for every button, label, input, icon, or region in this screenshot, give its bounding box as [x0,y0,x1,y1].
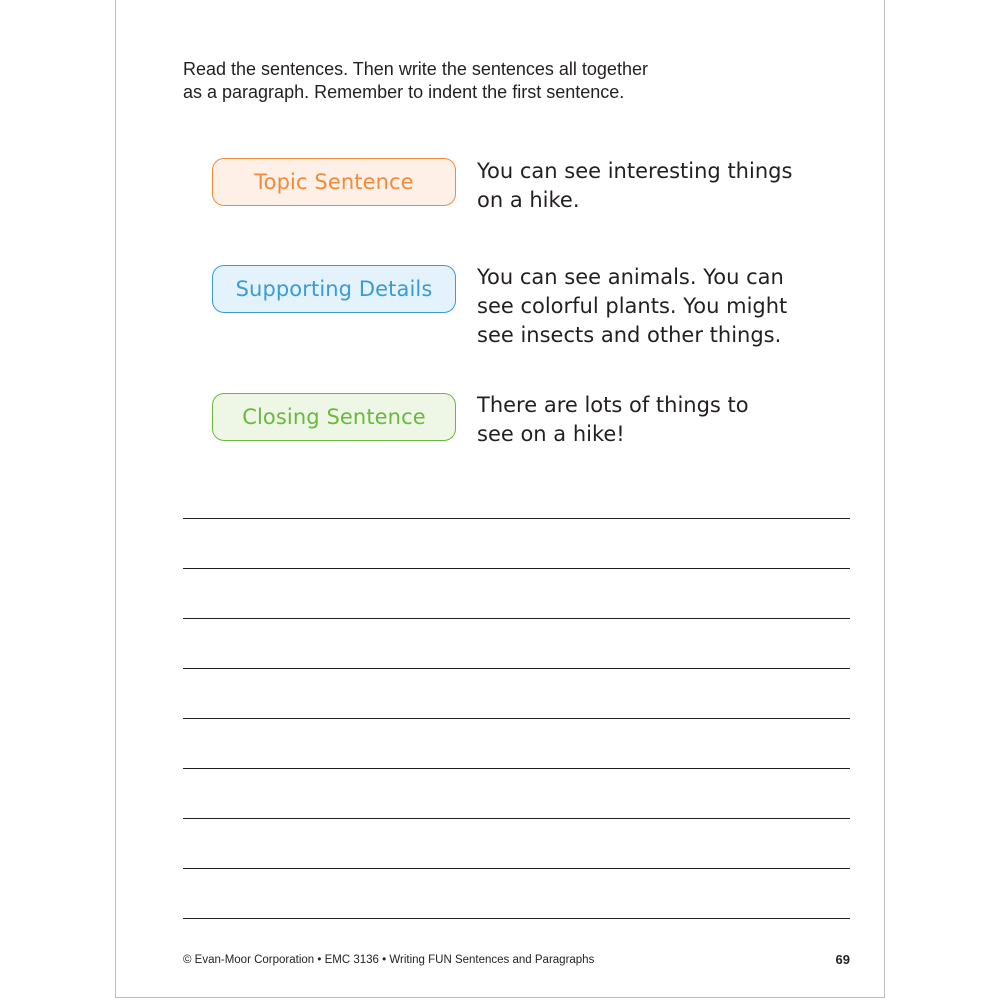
supporting-details-text [477,263,837,350]
writing-line-4[interactable] [183,668,850,669]
instructions [183,58,743,104]
page-number: 69 [835,952,850,967]
sentence-line: There are lots of things to [477,393,749,417]
closing-sentence-label: Closing Sentence [212,393,456,441]
writing-line-1[interactable] [183,518,850,519]
writing-line-9[interactable] [183,918,850,919]
writing-line-7[interactable] [183,818,850,819]
sentence-line: You can see interesting things [477,159,793,183]
footer-credit: © Evan-Moor Corporation • EMC 3136 • Writing FUN Sentences and Paragraphs [183,954,595,966]
worksheet-page [115,0,885,998]
sentence-line: see colorful plants. You might [477,294,788,318]
writing-line-3[interactable] [183,618,850,619]
sentence-line: see insects and other things. [477,323,782,347]
instructions-line-2: as a paragraph. Remember to indent the first sentence. [183,82,625,102]
writing-line-2[interactable] [183,568,850,569]
closing-sentence-text [477,391,837,449]
writing-line-5[interactable] [183,718,850,719]
topic-sentence-label: Topic Sentence [212,158,456,206]
writing-line-6[interactable] [183,768,850,769]
sentence-line: on a hike. [477,188,580,212]
topic-sentence-text [477,157,837,215]
sentence-line: see on a hike! [477,422,625,446]
supporting-details-label: Supporting Details [212,265,456,313]
writing-line-8[interactable] [183,868,850,869]
instructions-line-1: Read the sentences. Then write the sentences all together [183,59,648,79]
sentence-line: You can see animals. You can [477,265,784,289]
